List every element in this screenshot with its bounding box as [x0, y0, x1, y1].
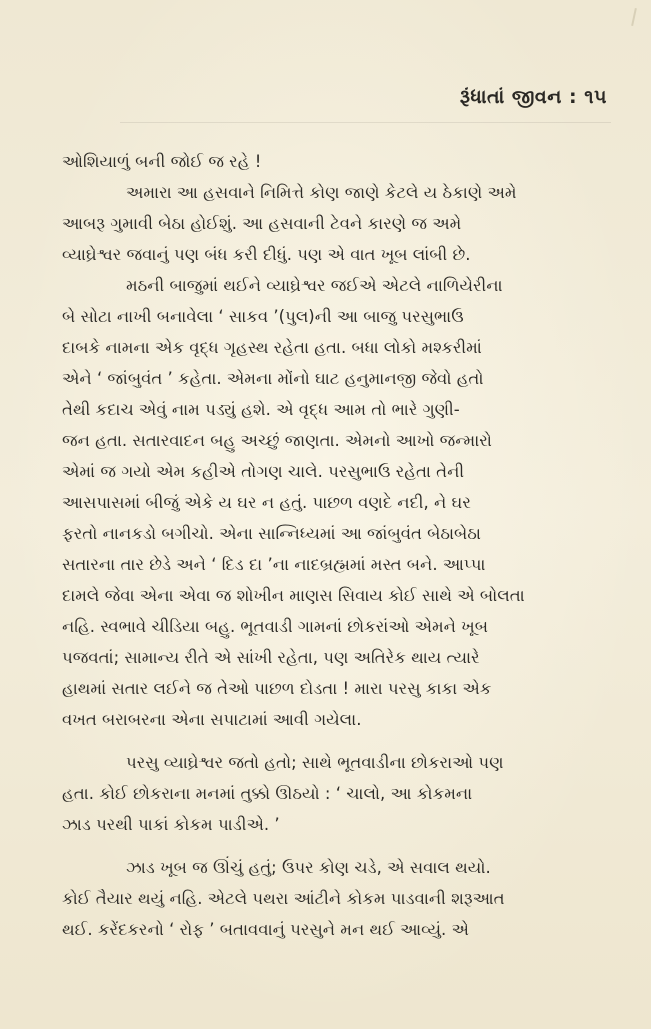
text-line: ઓશિયાળું બની જોઈ જ રહે ! [62, 152, 262, 171]
text-line: દાબકે નામના એક વૃદ્ધ ગૃહસ્થ રહેતા હતા. બધા લોકો મશ્કરીમાં [62, 338, 482, 357]
text-line: આસપાસમાં બીજું એકે ય ઘર ન હતું. પાછળ વણદે નદી, ને ઘર [62, 493, 471, 512]
running-head: રૂંધાતાં જીવન : ૧૫ [459, 86, 607, 108]
text-line: હાથમાં સતાર લઈને જ તેઓ પાછળ દોડતા ! મારા પરસુ કાકા એક [62, 679, 492, 698]
text-line: વ્યાઘ્રેશ્વર જવાનું પણ બંધ કરી દીધું. પણ એ વાત ખૂબ લાંબી છે. [62, 245, 471, 264]
text-line: દામલે જેવા એના એવા જ શોખીન માણસ સિવાય કોઈ સાથે એ બોલતા [62, 586, 525, 605]
text-line: નહિ. સ્વભાવે ચીડિયા બહુ. ભૂતવાડી ગામનાં છોકરાંઓ એમને ખૂબ [62, 617, 488, 636]
text-line: બે સોટા નાખી બનાવેલા ‘ સાકવ ’(પુલ)ની આ બાજુ પરસુભાઉ [62, 307, 464, 326]
text-line: એમાં જ ગયો એમ કહીએ તોગણ ચાલે. પરસુભાઉ રહેતા તેની [62, 462, 465, 481]
paragraph-gap [62, 735, 612, 747]
text-line: મઠની બાજુમાં થઈને વ્યાઘ્રેશ્વર જઈએ એટલે નાળિયેરીના [126, 276, 503, 295]
text-line: એને ‘ જાંબુવંત ’ કહેતા. એમના મોંનો ઘાટ હનુમાનજી જેવો હતો [62, 369, 484, 388]
text-line: અમારા આ હસવાને નિમિત્તે કોણ જાણે કેટલે ય ઠેકાણે અમે [126, 183, 517, 202]
text-line: ઝાડ પરથી પાકાં કોકમ પાડીએ. ’ [62, 815, 280, 834]
text-line: કોઈ તૈયાર થયું નહિ. એટલે પથરા આંટીને કોકમ પાડવાની શરૂઆત [62, 889, 505, 908]
text-line: સતારના તાર છેડે અને ‘ દિડ દા ’ના નાદબ્રહ્મમાં મસ્ત બને. આપ્પા [62, 555, 486, 574]
paragraph-gap [62, 840, 612, 852]
text-line: જન હતા. સતારવાદન બહુ અચ્છું જાણતા. એમનો આખો જન્મારો [62, 431, 492, 450]
text-line: પજવતાં; સામાન્ય રીતે એ સાંખી રહેતા, પણ અતિરેક થાય ત્યારે [62, 648, 480, 667]
page-edge-mark [631, 8, 637, 26]
text-line: થઈ. કરેંદકરનો ‘ રોફ ’ બતાવવાનું પરસુને મન થઈ આવ્યું. એ [62, 920, 469, 939]
text-line: આબરૂ ગુમાવી બેઠા હોઈશું. આ હસવાની ટેવને કારણે જ અમે [62, 214, 462, 233]
text-line: ફરતો નાનકડો બગીચો. એના સાન્નિધ્યમાં આ જાંબુવંત બેઠાબેઠા [62, 524, 481, 543]
text-line: હતા. કોઈ છોકરાના મનમાં તુક્કો ઊઠયો : ‘ ચાલો, આ કોકમના [62, 784, 473, 803]
header-divider [120, 122, 611, 123]
text-line: ઝાડ ખૂબ જ ઊંચું હતું; ઉપર કોણ ચડે, એ સવાલ થયો. [126, 858, 491, 877]
body-text [62, 146, 612, 945]
text-line: વખત બરાબરના એના સપાટામાં આવી ગયેલા. [62, 710, 362, 729]
text-line: તેથી કદાચ એવું નામ પડ્યું હશે. એ વૃદ્ધ આમ તો ભારે ગુણી- [62, 400, 460, 419]
text-line: પરસુ વ્યાઘ્રેશ્વર જતો હતો; સાથે ભૂતવાડીના છોકરાઓ પણ [126, 753, 504, 772]
